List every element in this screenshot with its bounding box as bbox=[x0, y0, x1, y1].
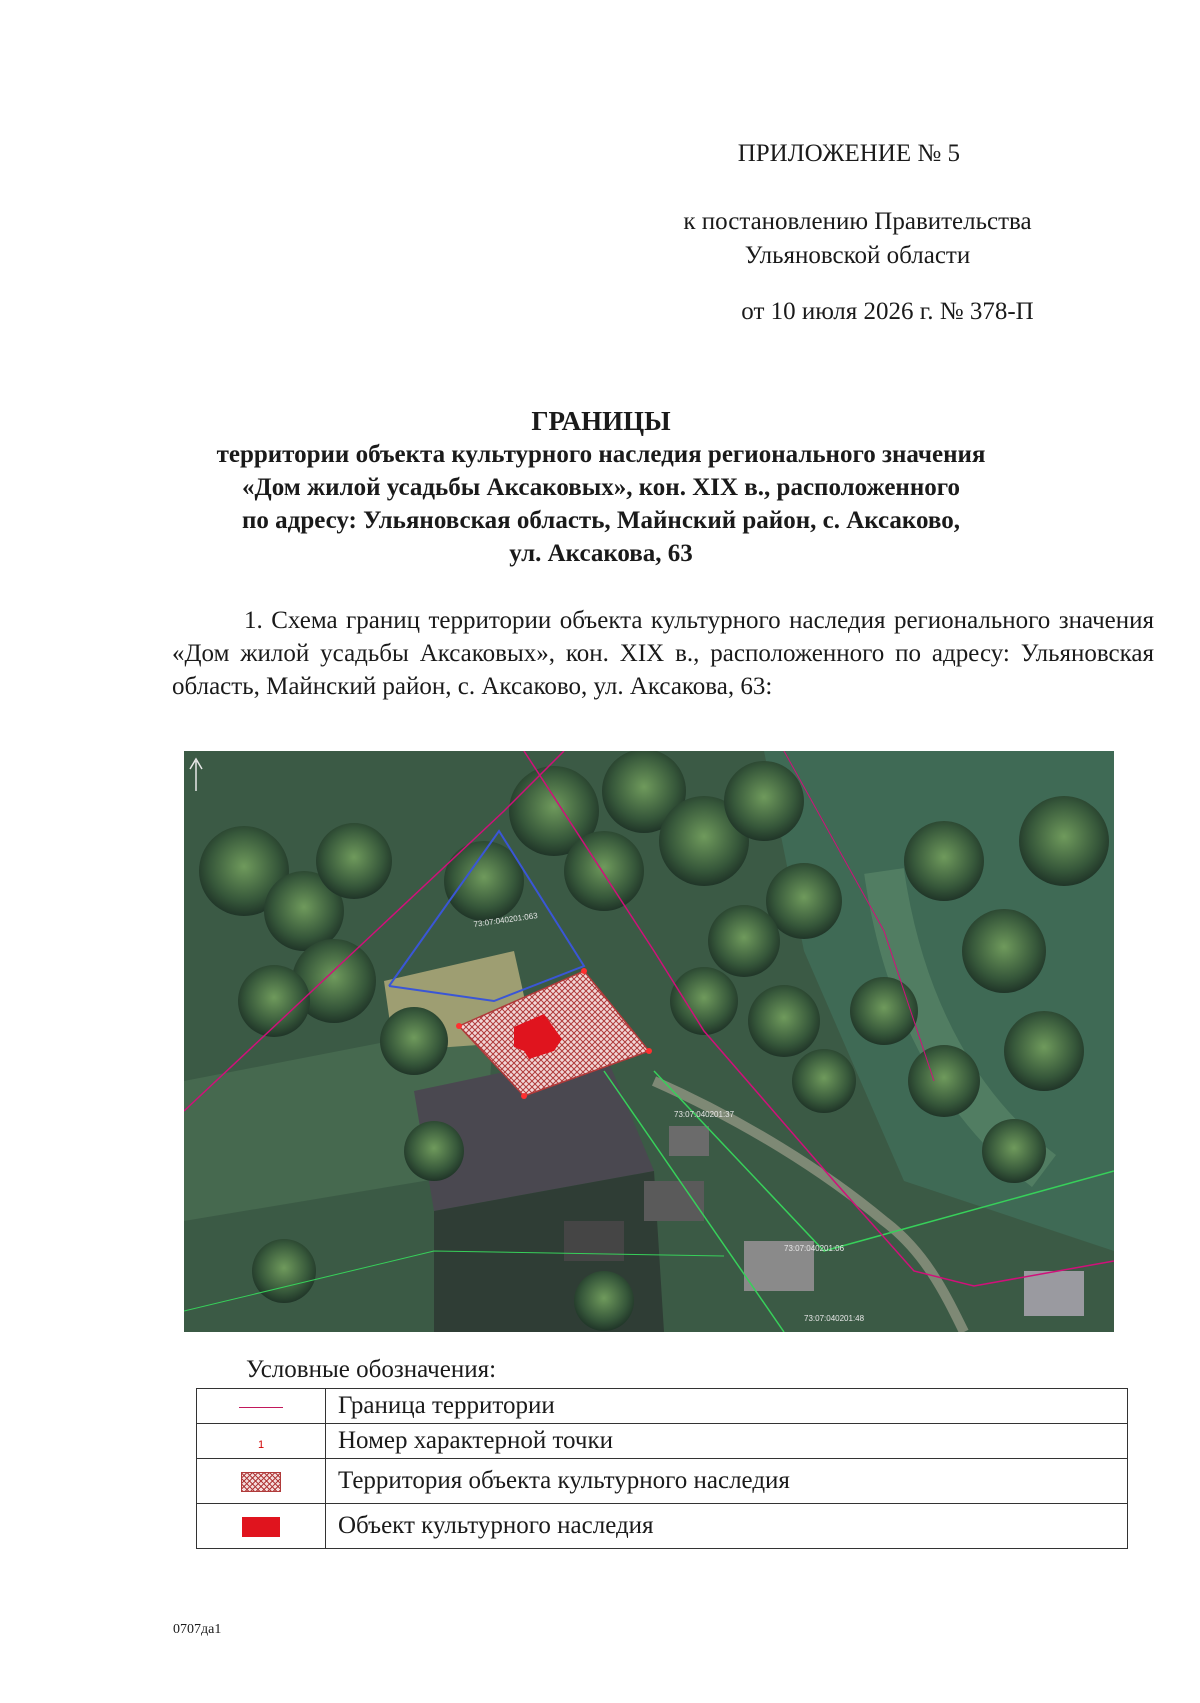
building-1 bbox=[669, 1126, 709, 1156]
building-5 bbox=[564, 1221, 624, 1261]
hatch-icon bbox=[241, 1472, 281, 1492]
title-line-3: по адресу: Ульяновская область, Майнский район, с. Аксаково, bbox=[242, 507, 960, 534]
characteristic-point-4 bbox=[521, 1093, 527, 1099]
legend-label-point: Номер характерной точки bbox=[326, 1424, 1128, 1459]
parcel-label-1: 73:07:040201:063 bbox=[473, 911, 539, 929]
decree-line-2: Ульяновской области bbox=[744, 242, 971, 269]
characteristic-point-2 bbox=[581, 968, 587, 974]
scheme-paragraph: 1. Схема границ территории объекта культурного наследия регионального значения «Дом жилой усадьбы Аксаковых», кон. XIX в., расположенного по адресу: Ульяновская область, Майнский район, с. Аксаково, ул. Аксакова, 63: bbox=[172, 607, 1154, 700]
title-line-4: ул. Аксакова, 63 bbox=[509, 540, 693, 567]
map-svg bbox=[184, 751, 1114, 1332]
title-heading: ГРАНИЦЫ bbox=[531, 406, 671, 436]
document-code: 0707да1 bbox=[173, 1622, 222, 1637]
satellite-map bbox=[184, 751, 1114, 1332]
legend-row-territory bbox=[197, 1459, 1128, 1504]
legend-row-point bbox=[197, 1424, 1128, 1459]
legend-label-territory: Территория объекта культурного наследия bbox=[326, 1459, 1128, 1504]
fill-icon bbox=[242, 1517, 280, 1537]
characteristic-point-1 bbox=[456, 1023, 462, 1029]
title-line-2: «Дом жилой усадьбы Аксаковых», кон. XIX в., расположенного bbox=[242, 474, 960, 501]
appendix-number: ПРИЛОЖЕНИЕ № 5 bbox=[737, 140, 960, 167]
building-4 bbox=[1024, 1271, 1084, 1316]
building-2 bbox=[644, 1181, 704, 1221]
characteristic-point-3 bbox=[646, 1048, 652, 1054]
point-number-icon: 1 bbox=[257, 1439, 265, 1451]
title-line-1: территории объекта культурного наследия регионального значения bbox=[216, 441, 986, 468]
decree-line-1: к постановлению Правительства bbox=[683, 208, 1032, 235]
legend-table bbox=[196, 1388, 1128, 1549]
decree-date: от 10 июля 2026 г. № 378-П bbox=[741, 298, 1034, 325]
parcel-label-2: 73:07:040201:37 bbox=[674, 1110, 735, 1119]
legend-row-boundary bbox=[197, 1389, 1128, 1424]
legend-label-object: Объект культурного наследия bbox=[326, 1504, 1128, 1549]
parcel-label-3: 73:07:040201:06 bbox=[784, 1244, 845, 1253]
legend-row-object bbox=[197, 1504, 1128, 1549]
legend-caption: Условные обозначения: bbox=[246, 1356, 497, 1383]
parcel-label-4: 73:07:040201:48 bbox=[804, 1314, 865, 1323]
boundary-line-icon bbox=[239, 1407, 283, 1408]
legend-label-boundary: Граница территории bbox=[326, 1389, 1128, 1424]
document-title bbox=[170, 405, 1032, 570]
decree-reference bbox=[600, 205, 1115, 273]
